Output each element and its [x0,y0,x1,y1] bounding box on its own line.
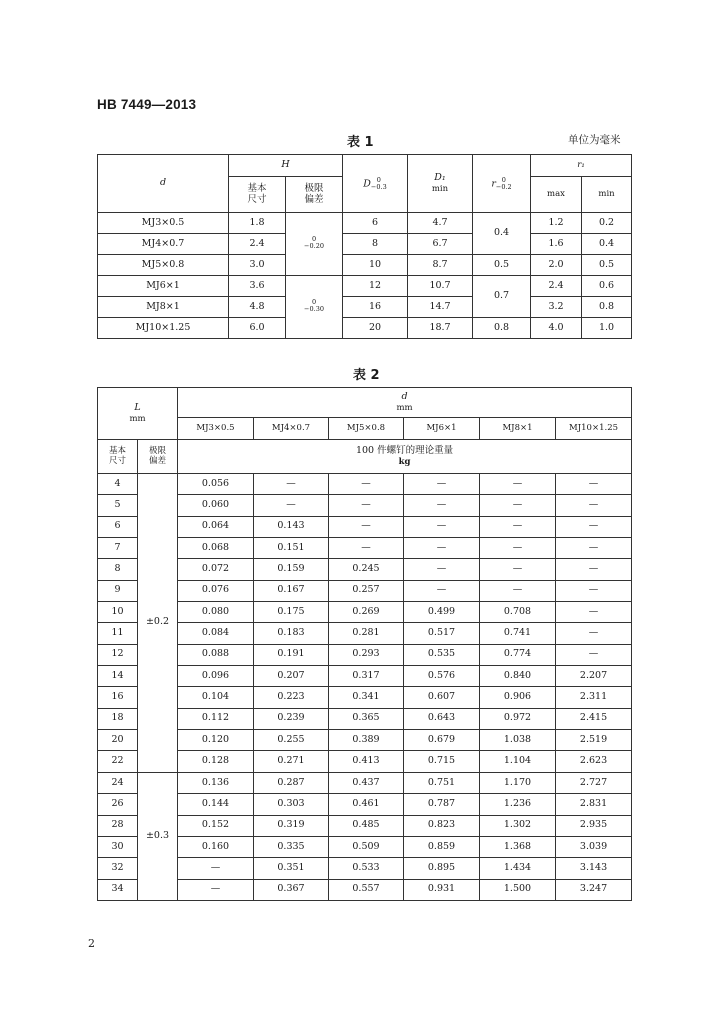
table-row [98,815,632,836]
table-row [98,666,632,687]
table2-weight-cell: 1.170 [480,772,556,793]
table2-weight-cell: — [329,538,404,559]
table2-weight-cell: 0.128 [178,751,254,772]
table2-weight-cell: 2.207 [556,666,632,687]
table2-weight-cell: 0.535 [404,644,480,665]
table2-length-cell: 9 [98,580,138,601]
table2-weight-cell: 0.056 [178,474,254,495]
table2-body [98,474,632,901]
table1-d-tol-lower: −0.3 [370,182,387,191]
table2-weight-cell: 0.389 [329,730,404,751]
table2-length-cell: 30 [98,836,138,857]
table2-weight-cell: 0.183 [254,623,329,644]
table2-weight-cell: 0.335 [254,836,329,857]
standard-code: HB 7449—2013 [97,97,197,112]
table2-weight-cell: — [329,474,404,495]
table-row [98,751,632,772]
table2-weight-cell: 0.931 [404,879,480,900]
table1-header-d: d [98,155,229,213]
table2-header-l: L mm [98,388,178,440]
table1-header-r1: r₁ [531,155,632,177]
table2-weight-cell: 3.039 [556,836,632,857]
table2-weight-cell: — [556,538,632,559]
table2-weight-cell: 3.143 [556,858,632,879]
table2-weight-cell: 0.751 [404,772,480,793]
table2-length-cell: 16 [98,687,138,708]
table2-weight-cell: — [556,644,632,665]
table-row: MJ5×0.8 3.0 10 8.7 0.5 2.0 0.5 [98,255,632,276]
table2-length-cell: 22 [98,751,138,772]
table2-weight-cell: — [480,474,556,495]
table1-header-h-dev: 极限 偏差 [286,177,343,213]
table2-weight-cell: 0.437 [329,772,404,793]
table2-weight-cell: 0.191 [254,644,329,665]
table2-weight-cell: 0.144 [178,794,254,815]
table2-weight-cell: 0.367 [254,879,329,900]
table-row [98,879,632,900]
table2-weight-cell: 2.831 [556,794,632,815]
table2-weight-cell: 0.245 [329,559,404,580]
table2-weight-cell: 1.434 [480,858,556,879]
table-row [98,836,632,857]
table2-length-cell: 14 [98,666,138,687]
table2-weight-cell: 1.500 [480,879,556,900]
table2-weight-cell: 0.269 [329,602,404,623]
table2-weight-cell: 0.823 [404,815,480,836]
table2-weight-cell: — [556,580,632,601]
table-row [98,602,632,623]
table2-weight-cell: 0.533 [329,858,404,879]
table2-weight-cell: 0.774 [480,644,556,665]
table2-weight-cell: — [404,580,480,601]
table2-size-col: MJ10×1.25 [556,418,632,440]
table-row [98,623,632,644]
table-row [98,644,632,665]
table2-weight-cell: 0.281 [329,623,404,644]
table2-weight-cell: 0.840 [480,666,556,687]
table2-weight-cell: 0.271 [254,751,329,772]
table1-r-tol-lower: −0.2 [495,182,512,191]
table2-tolerance-cell: ±0.3 [138,772,178,900]
table1-r-tol-upper: 0 [501,175,506,184]
table1-r-value: 0.8 [473,318,531,339]
table-row: MJ3×0.5 1.8 0 −0.20 6 4.7 0.4 1.2 0.2 [98,213,632,234]
table2-weight-cell: — [556,474,632,495]
table-row: MJ4×0.7 2.4 8 6.7 1.6 0.4 [98,234,632,255]
table2-weight-cell: 0.859 [404,836,480,857]
table1-r-value: 0.5 [473,255,531,276]
table2-weight-cell: 0.207 [254,666,329,687]
table2-weight-cell: 2.623 [556,751,632,772]
table2-length-cell: 18 [98,708,138,729]
table2-weight-cell: 3.247 [556,879,632,900]
table2-header-l-unit: mm [129,413,146,424]
table2-caption: 表 2 [353,368,380,383]
table2-weight-cell: 0.485 [329,815,404,836]
table2-weight-cell: 0.096 [178,666,254,687]
table2-weight-cell: 0.509 [329,836,404,857]
table2-weight-cell: 0.223 [254,687,329,708]
table2-weight-cell: — [480,580,556,601]
table2-weight-cell: 0.787 [404,794,480,815]
table1-h-tol-a: 0 −0.20 [286,213,343,276]
table2-weight-cell: 0.120 [178,730,254,751]
table1-unit-note: 单位为毫米 [568,134,621,146]
table2-weight-cell: 0.351 [254,858,329,879]
table1-header-h: H [229,155,343,177]
table2-weight-cell: — [254,474,329,495]
table-row [98,580,632,601]
table2-weight-cell: 0.708 [480,602,556,623]
table2-size-col: MJ6×1 [404,418,480,440]
table2-weight-cell: 0.365 [329,708,404,729]
table2-weight-cell: 0.159 [254,559,329,580]
table2-weight-cell: 0.152 [178,815,254,836]
table2-size-col: MJ8×1 [480,418,556,440]
table2-weight-cell: 1.368 [480,836,556,857]
table2-weight-cell: — [556,516,632,537]
table2-weight-cell: 0.257 [329,580,404,601]
table-row [98,516,632,537]
table2-weight-cell: 0.319 [254,815,329,836]
table1-d-tol-upper: 0 [376,175,381,184]
table1-header-r1-max: max [531,177,582,213]
table2-weight-cell: — [556,495,632,516]
table1-header-h-basic: 基本 尺寸 [229,177,286,213]
table2-length-cell: 12 [98,644,138,665]
table2-header-weight-unit: kg [398,456,411,467]
table2-header-weight: 100 件螺钉的理论重量 kg [178,440,632,474]
table2-weight-cell: — [480,559,556,580]
table2-length-cell: 26 [98,794,138,815]
table2-weight-cell: 0.136 [178,772,254,793]
table2-weight-cell: — [480,495,556,516]
table1-h-tol-b: 0 −0.30 [286,276,343,339]
table2-weight-cell: 0.461 [329,794,404,815]
table2-weight-cell: 2.415 [556,708,632,729]
table2-weight-cell: 0.517 [404,623,480,644]
table2-weight-cell: 1.104 [480,751,556,772]
table-row [98,474,632,495]
table2-length-cell: 10 [98,602,138,623]
table2-weight-cell: — [404,538,480,559]
table2-weight-cell: 0.741 [480,623,556,644]
table2-header-d: d mm [178,388,632,418]
table2-weight-cell: 0.607 [404,687,480,708]
table2-weight-cell: 2.935 [556,815,632,836]
table2-weight-cell: — [178,879,254,900]
table1-header-d-outer: D 0 −0.3 [343,155,408,213]
table1-r-value: 0.7 [473,276,531,318]
table2-weight-cell: — [556,559,632,580]
table2-header-dev: 极限 偏差 [138,440,178,474]
table2-header-d-unit: mm [396,402,413,413]
table2-weight-cell: — [404,516,480,537]
table2-weight-cell: — [404,474,480,495]
table2-weight-cell: 2.727 [556,772,632,793]
table2 [97,387,632,901]
table2-length-cell: 34 [98,879,138,900]
table2-weight-cell: 0.239 [254,708,329,729]
table2-weight-cell: 0.084 [178,623,254,644]
table2-weight-cell: 0.076 [178,580,254,601]
table2-weight-cell: 0.643 [404,708,480,729]
table2-weight-cell: — [556,623,632,644]
table-row [98,708,632,729]
table-row: MJ6×1 3.6 0 −0.30 12 10.7 0.7 2.4 0.6 [98,276,632,297]
table2-length-cell: 24 [98,772,138,793]
table2-weight-cell: 0.072 [178,559,254,580]
table2-weight-cell: 0.060 [178,495,254,516]
table2-weight-cell: 0.413 [329,751,404,772]
table2-weight-cell: 1.302 [480,815,556,836]
table2-weight-cell: 0.151 [254,538,329,559]
table-row [98,687,632,708]
table2-weight-cell: — [404,559,480,580]
table2-weight-cell: 0.068 [178,538,254,559]
table2-weight-cell: 0.287 [254,772,329,793]
table2-size-col: MJ3×0.5 [178,418,254,440]
table1-header-r: r 0 −0.2 [473,155,531,213]
table-row: MJ8×1 4.8 16 14.7 3.2 0.8 [98,297,632,318]
table2-tolerance-cell: ±0.2 [138,474,178,773]
table2-length-cell: 11 [98,623,138,644]
table2-length-cell: 6 [98,516,138,537]
table2-weight-cell: 1.038 [480,730,556,751]
table2-weight-cell: 0.255 [254,730,329,751]
table2-weight-cell: — [329,516,404,537]
table2-weight-cell: 0.175 [254,602,329,623]
table-row [98,794,632,815]
table2-weight-cell: 0.906 [480,687,556,708]
table2-weight-cell: 0.143 [254,516,329,537]
table2-length-cell: 4 [98,474,138,495]
table2-size-col: MJ5×0.8 [329,418,404,440]
table-row [98,858,632,879]
table-row [98,730,632,751]
table2-weight-cell: — [254,495,329,516]
table2-size-col: MJ4×0.7 [254,418,329,440]
table2-weight-cell: 0.679 [404,730,480,751]
table2-weight-cell: 0.167 [254,580,329,601]
page-number: 2 [88,937,95,950]
table2-length-cell: 7 [98,538,138,559]
table2-weight-cell: 0.576 [404,666,480,687]
table2-weight-cell: — [480,516,556,537]
table1-header-r1-min: min [582,177,632,213]
table-row [98,538,632,559]
table2-length-cell: 5 [98,495,138,516]
table2-weight-cell: 0.293 [329,644,404,665]
table2-weight-cell: 0.499 [404,602,480,623]
table2-length-cell: 28 [98,815,138,836]
table-row: MJ10×1.25 6.0 20 18.7 0.8 4.0 1.0 [98,318,632,339]
table2-weight-cell: 2.519 [556,730,632,751]
table2-header-basic: 基本 尺寸 [98,440,138,474]
table2-weight-cell: — [404,495,480,516]
table1-header-d1-min: min [431,183,449,194]
table2-weight-cell: 0.088 [178,644,254,665]
table2-weight-cell: — [556,602,632,623]
table-row [98,559,632,580]
table1 [97,154,632,339]
table2-length-cell: 32 [98,858,138,879]
table2-weight-cell: — [178,858,254,879]
table1-r-value: 0.4 [473,213,531,255]
table2-weight-cell: — [329,495,404,516]
table-row [98,772,632,793]
table1-caption: 表 1 [347,135,374,150]
table2-weight-cell: 2.311 [556,687,632,708]
table2-weight-cell: 0.080 [178,602,254,623]
table2-length-cell: 20 [98,730,138,751]
table2-weight-cell: 0.303 [254,794,329,815]
table2-length-cell: 8 [98,559,138,580]
table2-weight-cell: 0.895 [404,858,480,879]
table2-weight-cell: 1.236 [480,794,556,815]
table2-weight-cell: — [480,538,556,559]
table-row [98,495,632,516]
table2-weight-cell: 0.160 [178,836,254,857]
table2-weight-cell: 0.064 [178,516,254,537]
table2-weight-cell: 0.341 [329,687,404,708]
table2-weight-cell: 0.317 [329,666,404,687]
table2-weight-cell: 0.112 [178,708,254,729]
table2-weight-cell: 0.715 [404,751,480,772]
table2-weight-cell: 0.557 [329,879,404,900]
table2-weight-cell: 0.104 [178,687,254,708]
table1-header-d1: D₁ min [408,155,473,213]
table2-weight-cell: 0.972 [480,708,556,729]
